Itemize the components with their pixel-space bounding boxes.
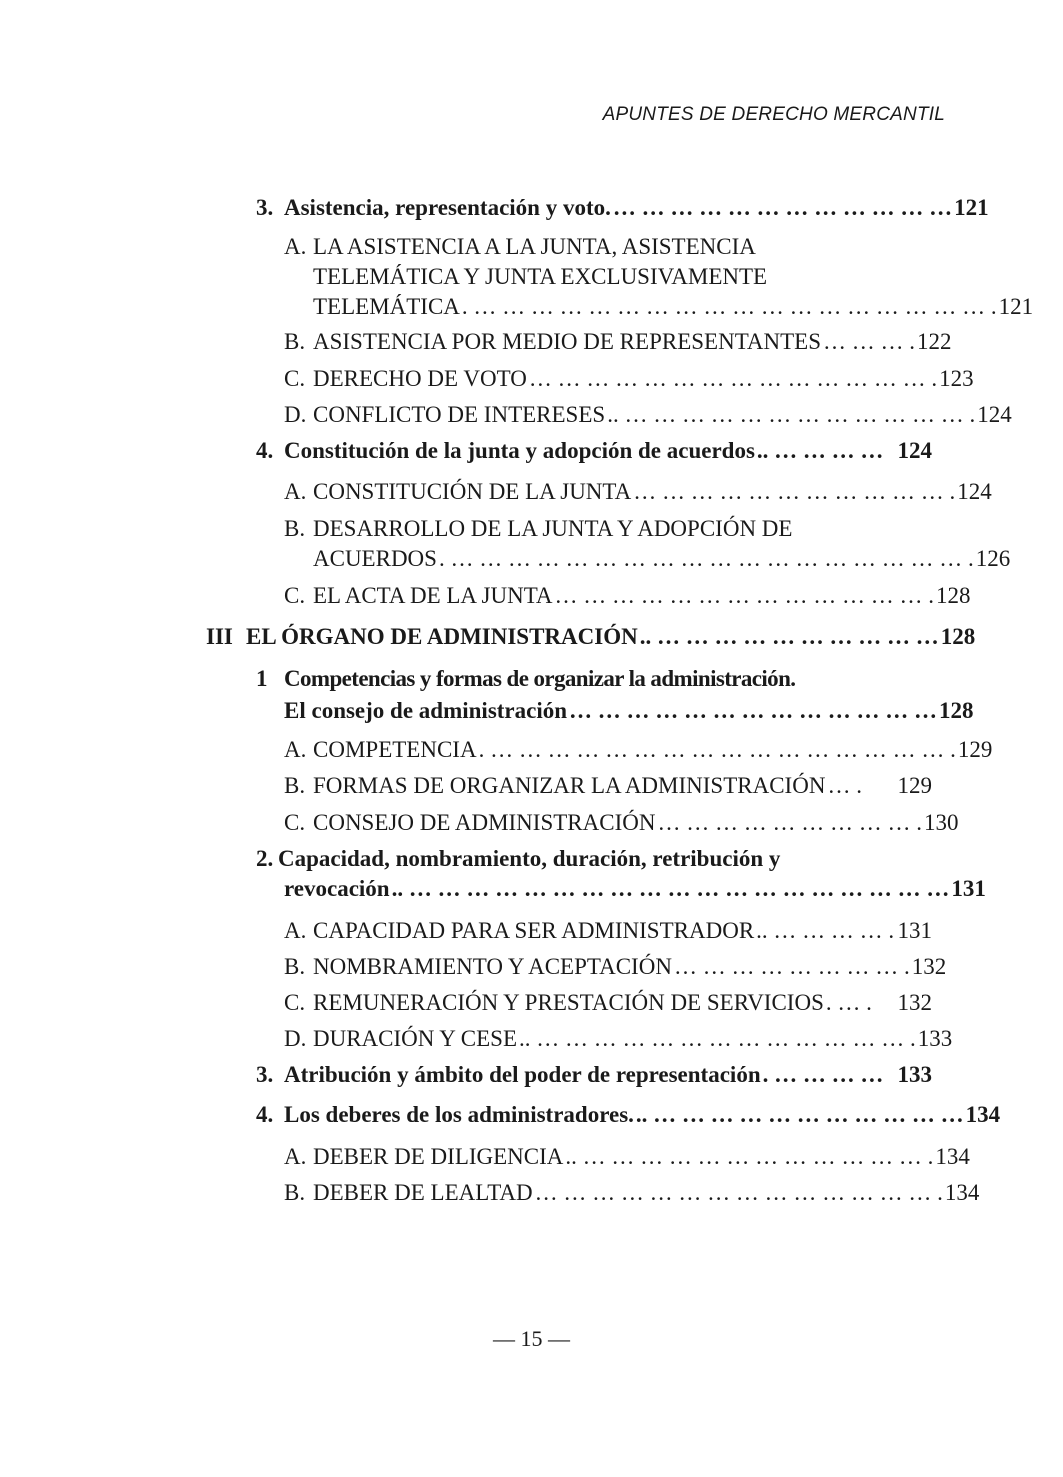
toc-title: CONSTITUCIÓN DE LA JUNTA bbox=[313, 479, 632, 504]
toc-leader: .. … … … … … … … … … … … … … … … … … … … bbox=[391, 876, 950, 901]
toc-page: 130 bbox=[923, 810, 959, 835]
toc-page: 131 bbox=[897, 918, 932, 943]
toc-title: ACUERDOS bbox=[313, 546, 437, 571]
toc-letter: C. bbox=[284, 810, 306, 835]
toc-page: 133 bbox=[897, 1062, 932, 1087]
toc-page: 134 bbox=[935, 1144, 970, 1169]
toc-title: CONSEJO DE ADMINISTRACIÓN bbox=[313, 810, 656, 835]
toc-page: 128 bbox=[939, 698, 974, 723]
toc-page: 134 bbox=[944, 1180, 980, 1205]
toc-page: 133 bbox=[917, 1026, 953, 1051]
toc-title: EL ÓRGANO DE ADMINISTRACIÓN bbox=[246, 624, 638, 649]
toc-title: DERECHO DE VOTO bbox=[313, 366, 527, 391]
toc-letter: C. bbox=[284, 990, 306, 1015]
toc-entry[interactable] bbox=[284, 1024, 953, 1054]
toc-entry[interactable] bbox=[284, 327, 952, 357]
toc-page: 128 bbox=[936, 583, 971, 608]
toc-page: 121 bbox=[998, 294, 1034, 319]
toc-letter: A. bbox=[284, 479, 307, 504]
toc-entry[interactable] bbox=[284, 232, 1034, 322]
toc-title: NOMBRAMIENTO Y ACEPTACIÓN bbox=[313, 954, 672, 979]
toc-leader: … … … … … … … … … … … . bbox=[633, 479, 956, 504]
toc-entry[interactable] bbox=[284, 988, 932, 1018]
toc-leader: … … … … … … … … … … … … … … . bbox=[528, 366, 938, 391]
toc-title: TELEMÁTICA bbox=[313, 294, 460, 319]
toc-letter: A. bbox=[284, 1144, 307, 1169]
toc-leader: . … … … … bbox=[762, 1062, 884, 1087]
toc-leader: … . bbox=[827, 773, 862, 798]
toc-leader: .. … … … … bbox=[756, 438, 884, 463]
toc-page: 126 bbox=[975, 546, 1011, 571]
toc-entry[interactable] bbox=[284, 514, 1011, 574]
toc-title-line: TELEMÁTICA Y JUNTA EXCLUSIVAMENTE bbox=[313, 264, 768, 289]
toc-title: EL ACTA DE LA JUNTA bbox=[313, 583, 553, 608]
toc-leader: . … … … … … … … … … … … … … … … … … … . bbox=[461, 294, 997, 319]
toc-number: 4. bbox=[256, 438, 274, 463]
toc-number: III bbox=[206, 624, 233, 649]
toc-title-line: DESARROLLO DE LA JUNTA Y ADOPCIÓN DE bbox=[313, 516, 793, 541]
toc-letter: D. bbox=[284, 1026, 307, 1051]
toc-leader: … … … … … … … … … . bbox=[657, 810, 922, 835]
toc-leader: . … . bbox=[825, 990, 872, 1015]
toc-letter: A. bbox=[284, 918, 307, 943]
toc-number: 3. bbox=[256, 1062, 274, 1087]
toc-number: 3. bbox=[256, 195, 274, 220]
toc-entry[interactable] bbox=[284, 771, 932, 801]
toc-entry[interactable] bbox=[256, 664, 974, 724]
toc-page: 129 bbox=[957, 737, 993, 762]
toc-title: DEBER DE LEALTAD bbox=[313, 1180, 533, 1205]
toc-entry[interactable] bbox=[284, 808, 959, 838]
toc-entry[interactable] bbox=[256, 436, 932, 466]
toc-letter: B. bbox=[284, 1180, 306, 1205]
toc-entry[interactable] bbox=[284, 1142, 970, 1172]
toc-entry[interactable] bbox=[284, 1178, 980, 1208]
toc-page: 132 bbox=[911, 954, 947, 979]
toc-leader: . … … … … … … … … … … … … … … … … … … . bbox=[438, 546, 974, 571]
toc-number: 2. bbox=[256, 846, 274, 871]
toc-letter: B. bbox=[284, 516, 306, 541]
toc-title-line: LA ASISTENCIA A LA JUNTA, ASISTENCIA bbox=[313, 234, 756, 259]
toc-title: CONFLICTO DE INTERESES bbox=[313, 402, 606, 427]
toc-leader: .. … … … … … … … … … … … … . bbox=[565, 1144, 934, 1169]
toc-title: DEBER DE DILIGENCIA bbox=[313, 1144, 564, 1169]
toc-page: 131 bbox=[951, 876, 986, 901]
toc-letter: B. bbox=[284, 954, 306, 979]
toc-letter: A. bbox=[284, 737, 307, 762]
toc-leader: .. … … … … … … … … … … bbox=[639, 624, 939, 649]
toc-title: DURACIÓN Y CESE bbox=[313, 1026, 518, 1051]
toc-leader: . … … … … … … … … … … … … … … … … . bbox=[478, 737, 956, 762]
toc-page: 128 bbox=[940, 624, 976, 649]
toc-page: 124 bbox=[977, 402, 1012, 427]
toc-leader: .. … … … … … … … … … … … … . bbox=[607, 402, 976, 427]
toc-letter: C. bbox=[284, 583, 306, 608]
toc-page: 129 bbox=[897, 773, 932, 798]
toc-number: 1 bbox=[256, 666, 268, 691]
toc-leader: .. … … … … … … … … … … … bbox=[635, 1102, 964, 1127]
toc-entry[interactable] bbox=[284, 581, 971, 611]
toc-entry[interactable] bbox=[284, 477, 992, 507]
toc-title: Constitución de la junta y adopción de acuerdos bbox=[284, 438, 755, 463]
toc-title: Asistencia, representación y voto. bbox=[284, 195, 611, 220]
toc-entry[interactable] bbox=[284, 735, 993, 765]
toc-page: 124 bbox=[897, 438, 932, 463]
toc-leader: … … … . bbox=[823, 329, 916, 354]
toc-page: 124 bbox=[957, 479, 992, 504]
toc-leader: … … … … … … … … . bbox=[673, 954, 910, 979]
toc-entry[interactable] bbox=[256, 844, 986, 904]
toc-letter: D. bbox=[284, 402, 307, 427]
toc-title-line: Competencias y formas de organizar la administración. bbox=[284, 666, 796, 691]
page-number: — 15 — bbox=[493, 1326, 570, 1351]
toc-entry[interactable] bbox=[256, 1060, 932, 1090]
toc-title: CAPACIDAD PARA SER ADMINISTRADOR bbox=[313, 918, 755, 943]
toc-page: 134 bbox=[965, 1102, 1001, 1127]
toc-leader: .. … … … … . bbox=[756, 918, 895, 943]
toc-leader: .. … … … … … … … … … … … … … . bbox=[519, 1026, 916, 1051]
toc-number: 4. bbox=[256, 1102, 274, 1127]
toc-title-line: Capacidad, nombramiento, duración, retribución y bbox=[278, 846, 781, 871]
running-head: APUNTES DE DERECHO MERCANTIL bbox=[602, 104, 945, 125]
toc-entry[interactable] bbox=[284, 952, 947, 982]
toc-page: 122 bbox=[917, 329, 952, 354]
toc-title: FORMAS DE ORGANIZAR LA ADMINISTRACIÓN bbox=[313, 773, 826, 798]
toc-leader: … … … … … … … … … … … … … . bbox=[554, 583, 935, 608]
toc-entry[interactable] bbox=[284, 364, 974, 394]
toc-title: El consejo de administración bbox=[284, 698, 568, 723]
toc-entry[interactable] bbox=[206, 622, 976, 652]
toc-letter: B. bbox=[284, 329, 306, 354]
toc-page: 121 bbox=[954, 195, 989, 220]
toc-entry[interactable] bbox=[256, 193, 989, 223]
toc-entry[interactable] bbox=[284, 400, 1012, 430]
toc-letter: A. bbox=[284, 234, 307, 259]
toc-letter: B. bbox=[284, 773, 306, 798]
toc-entry[interactable] bbox=[256, 1100, 1001, 1130]
toc-page: 132 bbox=[897, 990, 932, 1015]
toc-title: COMPETENCIA bbox=[313, 737, 477, 762]
toc-title: ASISTENCIA POR MEDIO DE REPRESENTANTES bbox=[313, 329, 822, 354]
toc-leader: … … … … … … … … … … … … … bbox=[569, 698, 938, 723]
toc-entry[interactable] bbox=[284, 916, 932, 946]
toc-leader: … … … … … … … … … … … … bbox=[612, 195, 953, 220]
toc-letter: C. bbox=[284, 366, 306, 391]
toc-title: revocación bbox=[284, 876, 390, 901]
toc-title: Los deberes de los administradores. bbox=[284, 1102, 634, 1127]
toc-leader: … … … … … … … … … … … … … … . bbox=[534, 1180, 943, 1205]
toc-page: 123 bbox=[939, 366, 974, 391]
toc-title: REMUNERACIÓN Y PRESTACIÓN DE SERVICIOS bbox=[313, 990, 824, 1015]
toc-title: Atribución y ámbito del poder de representación bbox=[284, 1062, 761, 1087]
